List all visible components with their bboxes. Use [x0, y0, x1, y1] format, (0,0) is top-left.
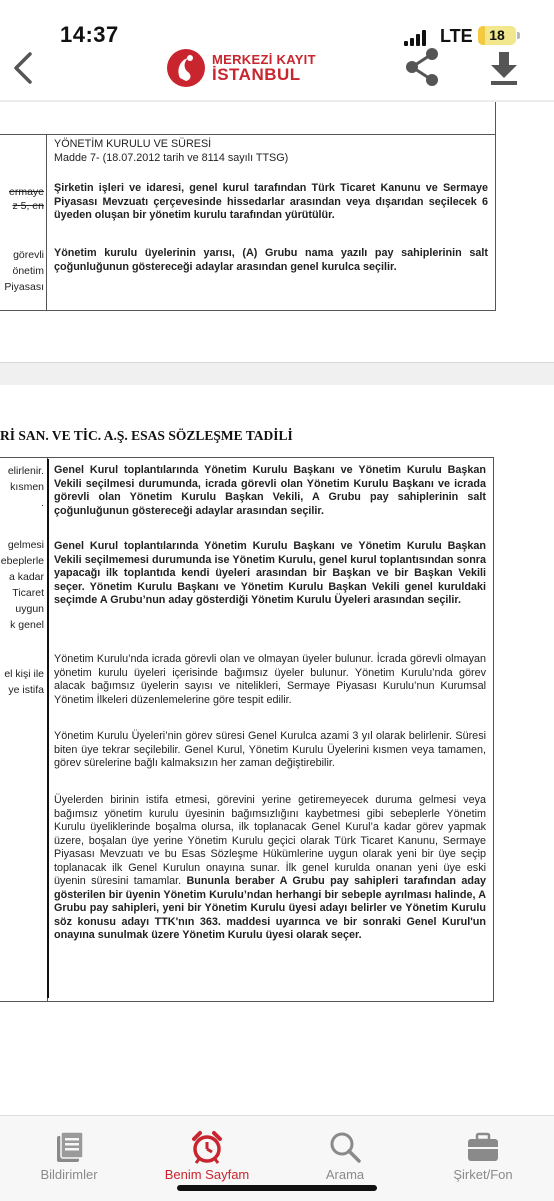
chevron-left-icon [10, 48, 38, 88]
alarm-clock-icon [190, 1130, 224, 1164]
tab-label: Benim Sayfam [164, 1167, 250, 1182]
logo-icon [166, 48, 206, 88]
left-column-fragment: uygun [15, 603, 44, 615]
left-column-fragment: k genel [10, 619, 44, 631]
network-type: LTE [440, 26, 473, 46]
left-column-fragment: ermaye [8, 186, 44, 198]
left-column-fragment: önetim [12, 265, 44, 277]
app-header [0, 40, 554, 98]
home-indicator [177, 1185, 377, 1191]
tab-notifications[interactable] [0, 1116, 138, 1201]
download-button[interactable] [488, 48, 520, 88]
left-column-fragment: Ticaret [12, 587, 44, 599]
article-heading: Madde 7- (18.07.2012 tarih ve 8114 sayılı TTSG) [54, 152, 289, 164]
document-page-1[interactable] [0, 102, 554, 362]
left-column-fragment: el kişi ile [4, 668, 44, 680]
share-button[interactable] [404, 46, 440, 88]
notifications-icon [52, 1130, 86, 1164]
logo-text-top: MERKEZİ KAYIT [212, 52, 316, 67]
tab-company-fund[interactable] [414, 1116, 552, 1201]
battery-tip [517, 32, 520, 39]
page-separator [0, 362, 554, 386]
left-column-fragment: ebeplerle [0, 555, 44, 567]
paragraph: Genel Kurul toplantılarında Yönetim Kurulu Başkanı ve Yönetim Kurulu Başkan Vekili seçilmesi durumunda, icrada görevli olan Yönetim Kurulu Başkanı ve icrada görevli olan Yönetim Kurulu Başkan Vekili, A Grubu pay sahiplerinin salt çoğunluğunun göstereceği adaylar arasından seçilir. [54, 464, 486, 517]
paragraph [54, 794, 486, 943]
left-column-fragment: gelmesi [7, 539, 44, 551]
left-column-fragment: a kadar [8, 571, 44, 583]
tab-label: Şirket/Fon [453, 1167, 513, 1182]
section-title: YÖNETİM KURULU VE SÜRESİ [54, 138, 212, 150]
paragraph: Genel Kurul toplantılarında Yönetim Kurulu Başkanı ve Yönetim Kurulu Başkan Vekili seçilmemesi durumunda ise Yönetim Kurulu, genel kurul toplantısından sonra yapacağı ilk toplantıda kendi üyeleri arasından bir Başkan ve bir Başkan Vekili seçer. Yönetim Kurulu Başkanı ve Yönetim Kurulu Başkan Vekili genel kuruldaki seçimde A Grubu’nun aday gösterdiği Yönetim Kurulu Üyeleri arasından seçilir. [54, 540, 486, 606]
left-column-fragment: elirlenir. [7, 465, 44, 477]
table-row-divider [0, 134, 495, 135]
left-column-fragment: . [41, 497, 44, 509]
document-page-2[interactable] [0, 385, 554, 1115]
table-column-divider [46, 134, 47, 310]
paragraph: Şirketin işleri ve idaresi, genel kurul tarafından Türk Ticaret Kanunu ve Sermaye Piyasası Mevzuatı çerçevesinde hissedarlar arasından veya dışarıdan seçilecek 6 üyeden oluşan bir yönetim kurulu tarafından yürütülür. [54, 182, 488, 221]
logo-text-bottom: İSTANBUL [212, 65, 301, 84]
tab-label: Arama [325, 1167, 365, 1182]
download-icon [488, 48, 520, 88]
paragraph-bold-part: Bununla beraber A Grubu pay sahipleri tarafından aday gösterilen bir üyenin Yönetim Kurulu’ndan herhangi bir sebeple ayrılması halinde, A Grubu pay sahipleri, yeni bir Yönetim Kurulu üyesi adayı belirler ve Yönetim Kurulu söz konusu adayı TTK'nın 363. maddesi uyarınca ve bir sonraki Genel Kurul'un onayına sunulmak üzere Yönetim Kurulu üyesi olarak seçer. [54, 875, 486, 941]
battery-level: 18 [489, 27, 505, 43]
left-column-fragment: z 5, en [12, 200, 44, 212]
document-title: Rİ SAN. VE TİC. A.Ş. ESAS SÖZLEŞME TADİLİ [0, 428, 293, 443]
back-button[interactable] [10, 48, 38, 88]
share-icon [404, 46, 440, 88]
paragraph: Yönetim Kurulu Üyeleri’nin görev süresi Genel Kurulca azami 3 yıl olarak belirlenir. Süresi biten üye tekrar seçilebilir. Genel Kurul, Yönetim Kurulu Üyelerini kısmen veya tamamen, görev sürelerine bağlı kalmaksızın her zaman değiştirebilir. [54, 730, 486, 769]
left-column-fragment: kısmen [10, 481, 44, 493]
briefcase-icon [466, 1130, 500, 1164]
tab-label: Bildirimler [40, 1167, 98, 1182]
left-column-fragment: Piyasası [4, 281, 44, 293]
left-column-fragment: ye istifa [8, 684, 44, 696]
paragraph: Yönetim kurulu üyelerinin yarısı, (A) Grubu nama yazılı pay sahiplerinin salt çoğunluğunun göstereceği adaylar arasından genel kurulca seçilir. [54, 247, 488, 273]
paragraph: Yönetim Kurulu’nda icrada görevli olan ve olmayan üyeler bulunur. İcrada görevli olmayan yönetim kurulu üyeleri içerisinde bağımsız üyeler bulunur. Yönetim Kurulu’nda görev alacak bağımsız üyelerin sayısı ve nitelikleri, Sermaye Piyasası Kurulu’nun Kurumsal Yönetim İlkeleri düzenlemelerine göre tespit edilir. [54, 653, 486, 706]
search-icon [328, 1130, 362, 1164]
left-column-fragment: görevli [13, 249, 44, 261]
paragraph-normal-part: Üyelerden birinin istifa etmesi, görevini yerine getiremeyecek duruma gelmesi veya bağımsız yönetim kurulu üyesinin bağımsızlığını kaybetmesi gibi sebeplerle Yönetim Kurulu üyeliklerinde boşalma olursa, ilk toplanacak Genel Kurul’a kadar görev yapmak üzere, boşalan üye yerine Yönetim Kurulu geçici olarak Türk Ticaret Kanunu, Sermaye Piyasası Mevzuatı ve bu Esas Sözleşme Hükümlerine uygun olarak yeni bir üye seçip toplanacak ilk Genel Kurulun onayına sunar. İlk genel kurulda onanan yeni üye eski üyenin süresini tamamlar. [54, 794, 486, 887]
status-time: 14:37 [60, 22, 119, 47]
